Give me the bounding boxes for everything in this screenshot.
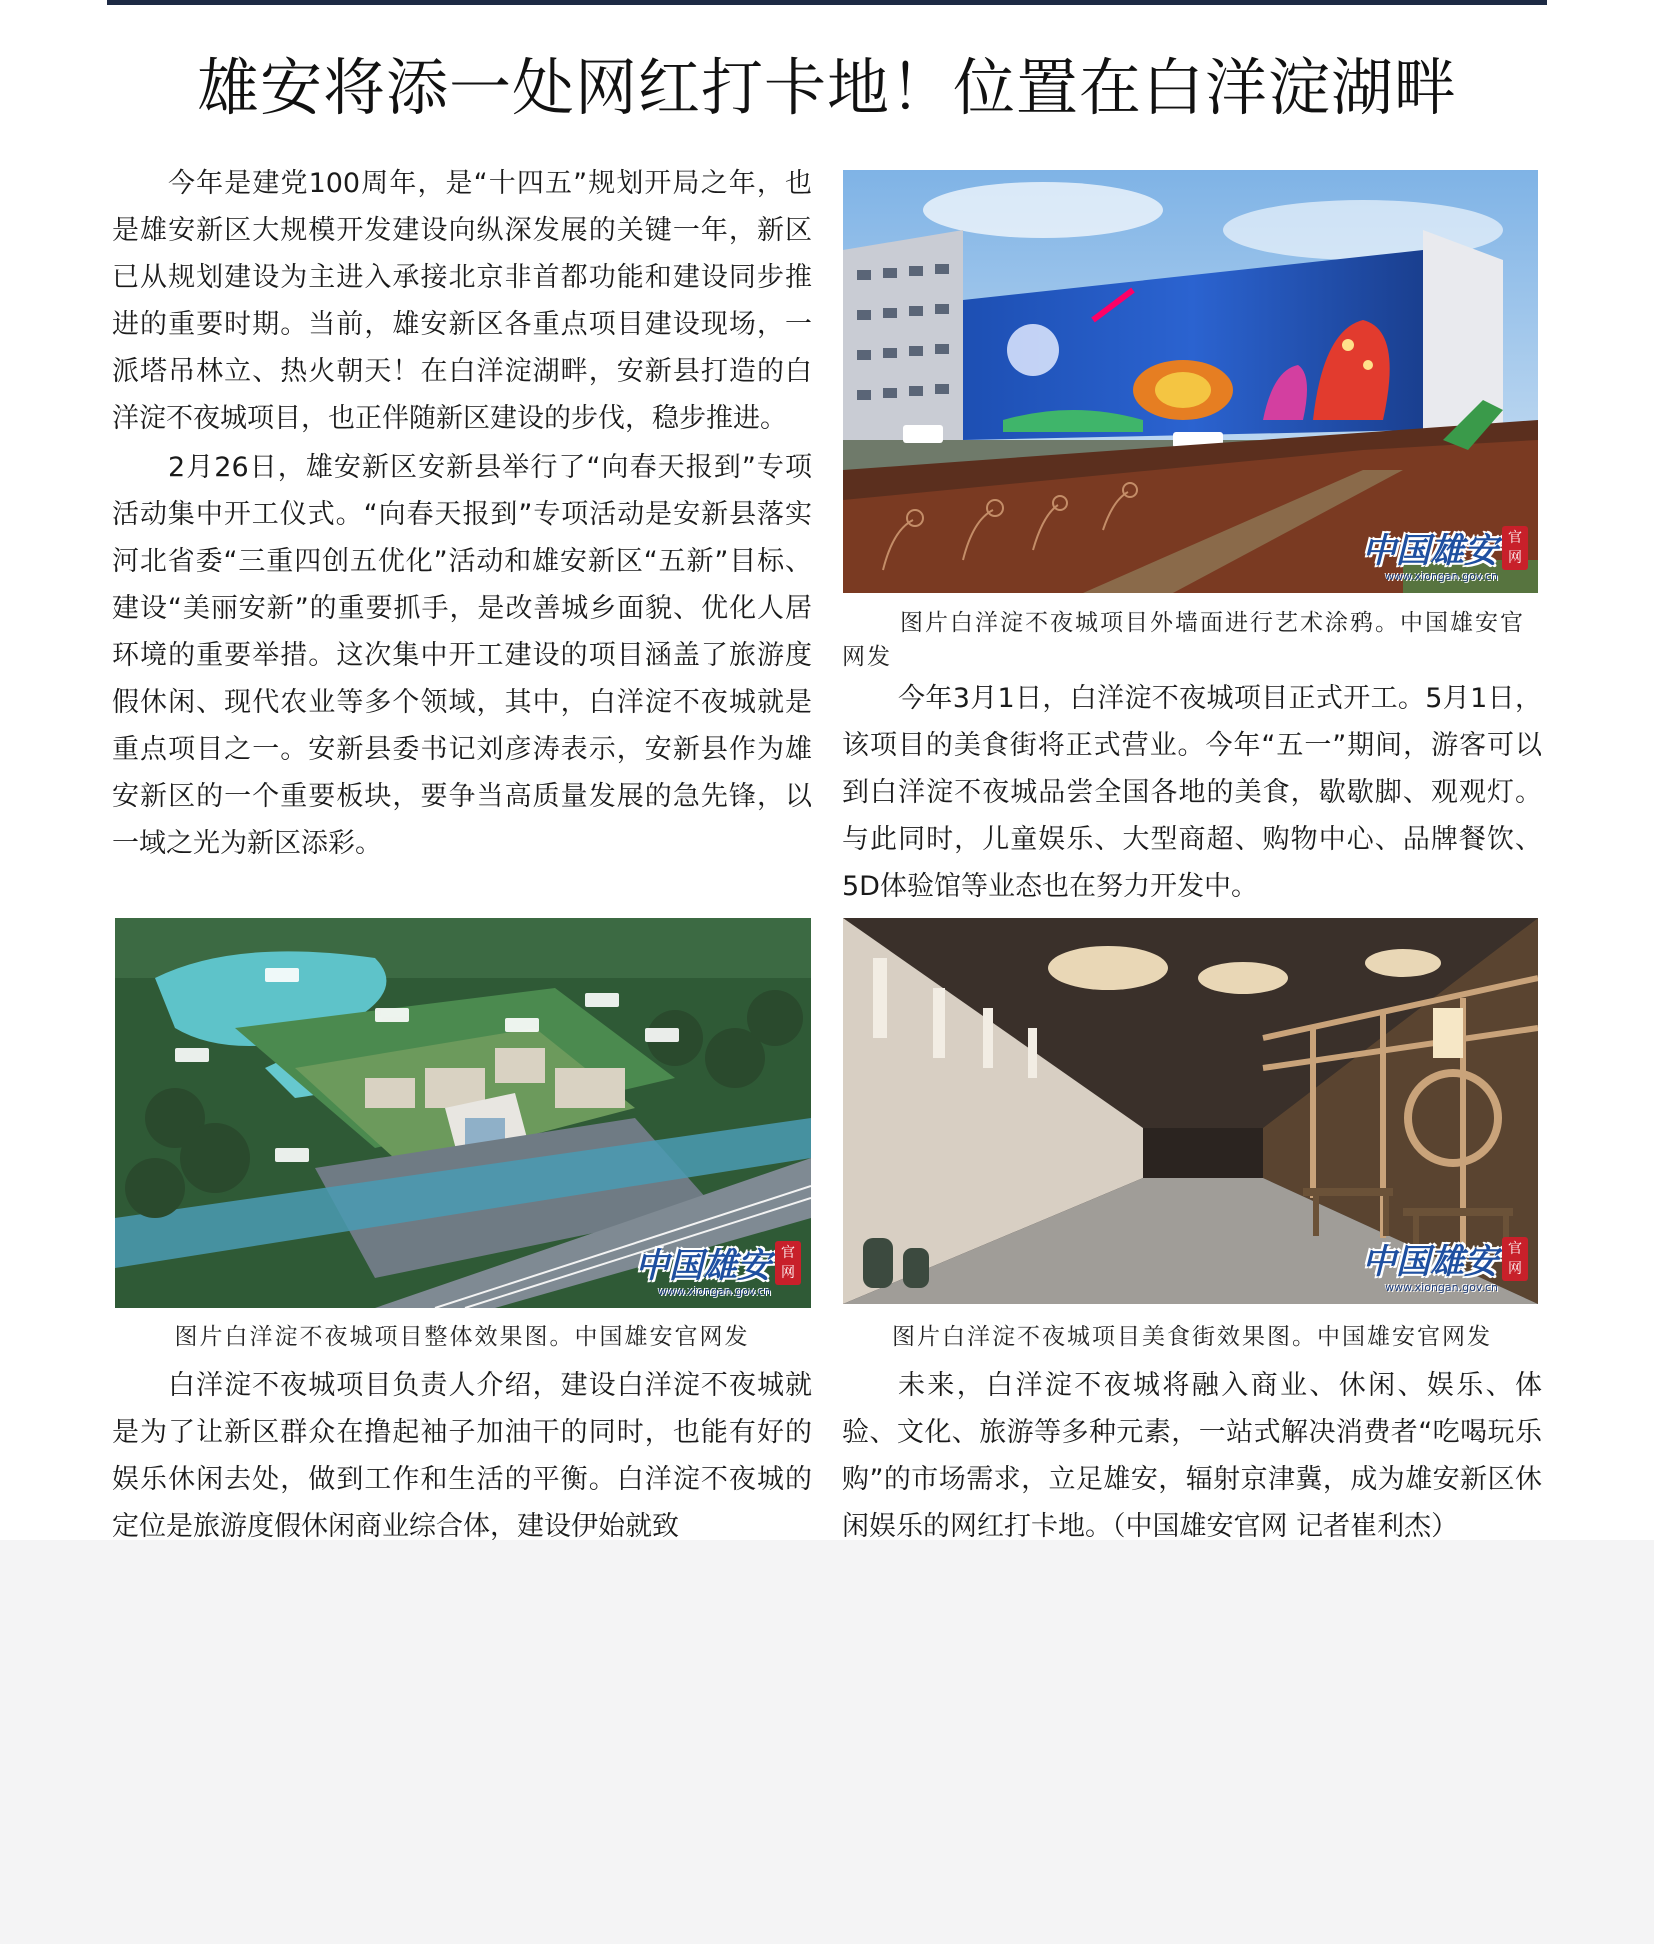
watermark bbox=[635, 1238, 801, 1298]
paragraph-1: 今年是建党100周年，是“十四五”规划开局之年，也是雄安新区大规模开发建设向纵深发展的关键一年，新区已从规划建设为主进入承接北京非首都功能和建设同步推进的重要时期。当前，雄安新区各重点项目建设现场，一派塔吊林立、热火朝天！在白洋淀湖畔，安新县打造的白洋淀不夜城项目，也正伴随新区建设的步伐，稳步推进。 bbox=[112, 168, 812, 434]
watermark-seal: 官网 bbox=[1502, 526, 1528, 570]
food-street-photo bbox=[843, 918, 1538, 1304]
watermark-url: www.xiongan.gov.cn bbox=[1385, 570, 1498, 583]
watermark-url: www.xiongan.gov.cn bbox=[658, 1285, 771, 1298]
paragraph-5: 未来，白洋淀不夜城将融入商业、休闲、娱乐、体验、文化、旅游等多种元素，一站式解决消费者“吃喝玩乐购”的市场需求，立足雄安，辐射京津冀，成为雄安新区休闲娱乐的网红打卡地。（中国雄安官网 记者崔利杰） bbox=[842, 1370, 1542, 1540]
paragraph-3: 今年3月1日，白洋淀不夜城项目正式开工。5月1日，该项目的美食街将正式营业。今年“五一”期间，游客可以到白洋淀不夜城品尝全国各地的美食，歇歇脚、观观灯。与此同时，儿童娱乐、大型商超、购物中心、品牌餐饮、5D体验馆等业态也在努力开发中。 bbox=[842, 683, 1542, 902]
watermark-logo: 中国雄安 bbox=[1362, 1242, 1498, 1282]
right-column-bottom bbox=[842, 1362, 1542, 1540]
watermark-logo: 中国雄安 bbox=[1362, 531, 1498, 571]
paragraph-2: 2月26日，雄安新区安新县举行了“向春天报到”专项活动集中开工仪式。“向春天报到”专项活动是安新县落实河北省委“三重四创五优化”活动和雄安新区“五新”目标、建设“美丽安新”的重要抓手，是改善城乡面貌、优化人居环境的重要举措。这次集中开工建设的项目涵盖了旅游度假休闲、现代农业等多个领域，其中，白洋淀不夜城就是重点项目之一。安新县委书记刘彦涛表示，安新县作为雄安新区的一个重要板块，要争当高质量发展的急先锋，以一域之光为新区添彩。 bbox=[112, 452, 812, 859]
caption-graffiti: 图片白洋淀不夜城项目外墙面进行艺术涂鸦。中国雄安官网发 bbox=[842, 610, 1525, 670]
watermark bbox=[1362, 523, 1528, 583]
paragraph-4: 白洋淀不夜城项目负责人介绍，建设白洋淀不夜城就是为了让新区群众在撸起袖子加油干的同时，也能有好的娱乐休闲去处，做到工作和生活的平衡。白洋淀不夜城的定位是旅游度假休闲商业综合体，建设伊始就致 bbox=[112, 1370, 812, 1540]
watermark-logo: 中国雄安 bbox=[635, 1246, 771, 1286]
top-rule bbox=[107, 0, 1547, 5]
watermark-seal: 官网 bbox=[1502, 1237, 1528, 1281]
right-column-middle bbox=[842, 675, 1542, 912]
graffiti-wall-photo bbox=[843, 170, 1538, 593]
watermark-seal: 官网 bbox=[775, 1241, 801, 1285]
caption-food-street: 图片白洋淀不夜城项目美食街效果图。中国雄安官网发 bbox=[892, 1324, 1492, 1350]
caption-aerial: 图片白洋淀不夜城项目整体效果图。中国雄安官网发 bbox=[174, 1324, 750, 1350]
watermark bbox=[1362, 1234, 1528, 1294]
watermark-url: www.xiongan.gov.cn bbox=[1385, 1281, 1498, 1294]
left-column-top bbox=[112, 160, 812, 869]
left-column-bottom bbox=[112, 1362, 812, 1540]
article-title: 雄安将添一处网红打卡地！位置在白洋淀湖畔 bbox=[196, 51, 1457, 124]
aerial-rendering-photo bbox=[115, 918, 811, 1308]
